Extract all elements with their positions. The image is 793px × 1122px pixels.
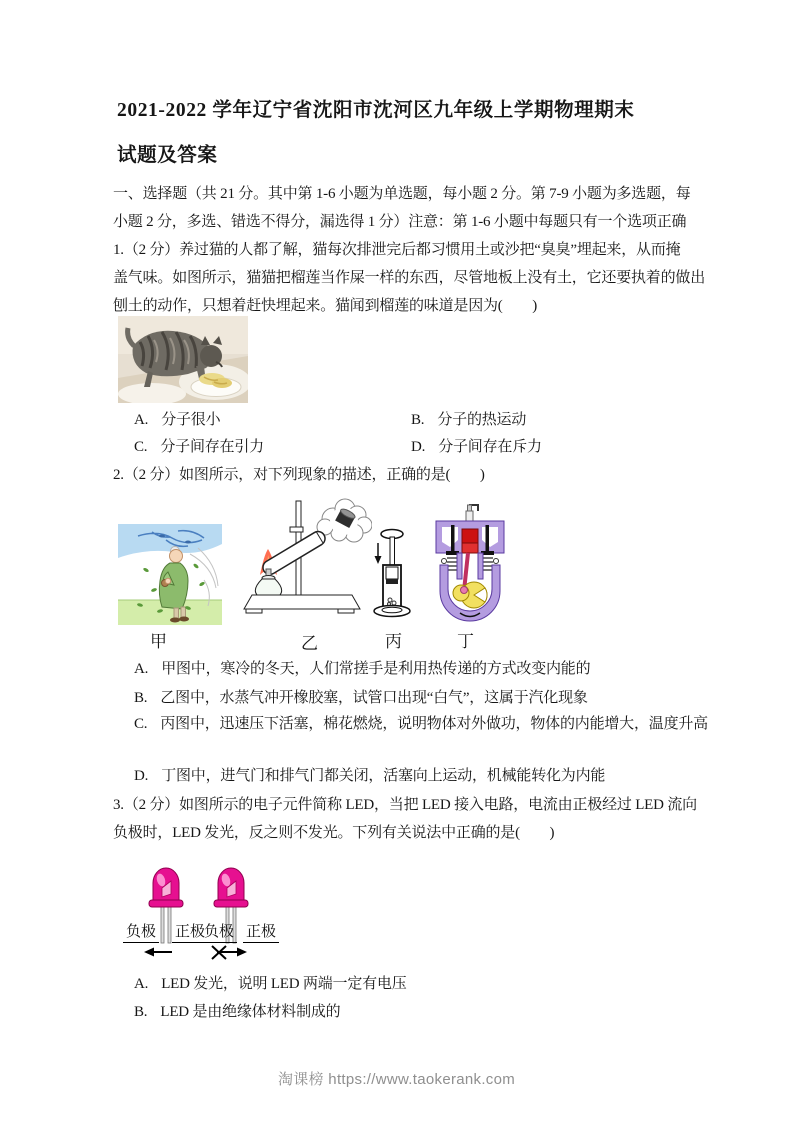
figure-jia-cold-wind-illustration — [118, 518, 222, 625]
question-1-text-line: 盖气味。如图所示，猫猫把榴莲当作屎一样的东西，尽管地板上没有土，它还要执着的做出 — [113, 270, 706, 286]
option-text: 分子间存在斥力 — [438, 439, 542, 455]
site-watermark-footer: 淘课榜 https://www.taokerank.com — [277, 1071, 516, 1088]
q1-option-a — [134, 406, 220, 434]
option-text: 甲图中，寒冷的冬天，人们常搓手是利用热传递的方式改变内能的 — [161, 661, 591, 677]
option-text: 分子的热运动 — [437, 412, 527, 428]
q2-option-c — [134, 710, 708, 738]
section-intro-line: 小题 2 分，多选、错选不得分，漏选得 1 分）注意：第 1-6 小题中每题只有一个选项正确 — [113, 214, 687, 230]
option-text: LED 发光，说明 LED 两端一定有电压 — [161, 976, 407, 992]
option-text: 分子很小 — [161, 412, 221, 428]
question-2-text-line: 2.（2 分）如图所示，对下列现象的描述，正确的是( ) — [113, 467, 485, 483]
q1-option-c — [134, 433, 264, 461]
option-letter: D. — [411, 439, 426, 455]
option-text: 丙图中，迅速压下活塞，棉花燃烧，说明物体对外做功，物体的内能增大，温度升高 — [160, 716, 708, 732]
option-letter: D. — [134, 768, 149, 784]
question-1-text-line: 1.（2 分）养过猫的人都了解，猫每次排泄完后都习惯用土或沙把“臭臭”埋起来，从而掩 — [113, 242, 681, 258]
option-letter: A. — [134, 412, 149, 428]
page-title-line-2: 试题及答案 — [117, 145, 218, 166]
cat-durian-photo — [118, 316, 248, 403]
section-intro-line: 一、选择题（共 21 分。其中第 1-6 小题为单选题，每小题 2 分。第 7-9 小题为多选题，每 — [113, 186, 691, 202]
q2-option-d — [134, 762, 605, 790]
figure-label-bing: 丙 — [385, 632, 402, 651]
option-letter: C. — [134, 439, 148, 455]
q2-option-b — [134, 684, 588, 712]
led2-negative-terminal-label: 负极 — [201, 920, 237, 943]
question-1-text-line: 刨土的动作，只想着赶快埋起来。猫闻到榴莲的味道是因为( ) — [113, 298, 537, 314]
option-text: 丁图中，进气门和排气门都关闭，活塞向上运动，机械能转化为内能 — [161, 768, 606, 784]
led1-positive-terminal-label: 正极 — [172, 920, 208, 943]
led-diagram — [120, 862, 295, 962]
q1-option-d — [411, 433, 542, 461]
figure-label-jia: 甲 — [150, 632, 167, 651]
option-letter: B. — [134, 690, 148, 706]
q2-option-a — [134, 655, 590, 683]
q3-option-b — [134, 998, 340, 1026]
question-3-text-line: 负极时，LED 发光，反之则不发光。下列有关说法中正确的是( ) — [113, 825, 555, 841]
figure-bing-fire-syringe-illustration — [370, 527, 414, 619]
option-text: 分子间存在引力 — [160, 439, 264, 455]
option-letter: A. — [134, 661, 149, 677]
figure-label-yi: 乙 — [301, 634, 318, 653]
q3-option-a — [134, 970, 407, 998]
figure-label-ding: 丁 — [457, 632, 474, 651]
option-text: 乙图中，水蒸气冲开橡胶塞，试管口出现“白气”，这属于汽化现象 — [160, 690, 588, 706]
option-text: LED 是由绝缘体材料制成的 — [160, 1004, 341, 1020]
page-title-line-1: 2021-2022 学年辽宁省沈阳市沈河区九年级上学期物理期末 — [117, 100, 635, 121]
led1-negative-terminal-label: 负极 — [123, 920, 159, 943]
option-letter: B. — [134, 1004, 148, 1020]
figure-yi-test-tube-illustration — [240, 497, 372, 616]
figure-ding-engine-illustration — [432, 503, 508, 629]
option-letter: A. — [134, 976, 149, 992]
question-3-text-line: 3.（2 分）如图所示的电子元件简称 LED，当把 LED 接入电路，电流由正极经过 LED 流向 — [113, 797, 697, 813]
q1-option-b — [411, 406, 526, 434]
option-letter: C. — [134, 716, 148, 732]
option-letter: B. — [411, 412, 425, 428]
led2-positive-terminal-label: 正极 — [243, 920, 279, 943]
